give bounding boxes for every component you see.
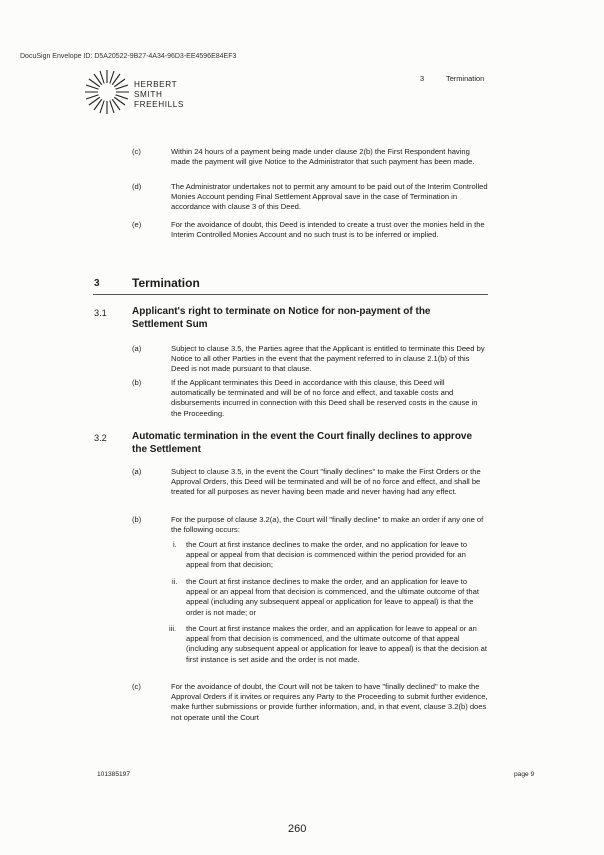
logo-text: HERBERT SMITH FREEHILLS [134, 80, 184, 109]
docusign-envelope-id: DocuSign Envelope ID: D5A20522-9B27-4A34-96D3-EE4596E84EF3 [20, 53, 237, 60]
section-number: 3 [94, 278, 100, 289]
clause-label: (b) [132, 378, 142, 387]
clause-label: (e) [132, 220, 142, 229]
clause-3-1b-text: If the Applicant terminates this Deed in accordance with this clause, this Deed will automatically be terminated and will be of no force and effect, and taxable costs and disbursements incurred in connection with this Deed shall be reserved costs in the cause in the Proceeding. [171, 378, 478, 418]
subsection-title: Automatic termination in the event the Court finally declines to approve the Settlement [132, 431, 473, 455]
clause-3-1a-text: Subject to clause 3.5, the Parties agree that the Applicant is entitled to terminate this Deed by Notice to all other Parties in the event that the payment referred to in clause 2.1(b) of this Deed is not made pursuant to that clause. [171, 344, 485, 374]
clause-label: (d) [132, 182, 142, 191]
subclause-label: i. [173, 540, 177, 549]
running-header-number: 3 [420, 74, 425, 83]
clause-label: (a) [132, 344, 142, 353]
clause-label: (a) [132, 467, 142, 476]
section-title: Termination [132, 276, 200, 290]
clause-label: (c) [132, 682, 141, 691]
clause-2e-text: For the avoidance of doubt, this Deed is intended to create a trust over the monies held in the Interim Controlled Monies Account and no such trust is to be inferred or implied. [171, 220, 485, 240]
subsection-number: 3.1 [94, 308, 107, 318]
clause-label: (c) [132, 147, 141, 156]
subsection-title: Applicant's right to terminate on Notice for non-payment of the Settlement Sum [132, 306, 431, 330]
subsection-number: 3.2 [94, 433, 107, 443]
document-id: 101385197 [97, 771, 131, 778]
section-divider [93, 294, 488, 295]
subclause-ii-text: the Court at first instance declines to make the order, and an application for leave to appeal or an appeal from that decision is commenced, and the ultimate outcome of that appeal (including any subsequent appeal or application for leave to appeal) is that the order is not made; or [186, 577, 479, 617]
subclause-iii-text: the Court at first instance makes the order, and an application for leave to appeal or an appeal from that decision is commenced, and the ultimate outcome of that appeal (including any subsequent appeal or application for leave to appeal) is that the decision at first instance is set aside and the order is not made. [186, 624, 487, 664]
clause-2d-text: The Administrator undertakes not to permit any amount to be paid out of the Interim Controlled Monies Account pending Final Settlement Approval save in the case of Termination in accordance with clause 3 of this Deed. [171, 182, 488, 212]
subclause-label: iii. [169, 624, 177, 633]
herbert-smith-freehills-logo [83, 68, 131, 116]
page-number: 260 [288, 823, 307, 835]
page-label: page 9 [514, 771, 535, 778]
clause-label: (b) [132, 515, 142, 524]
clause-3-2c-text: For the avoidance of doubt, the Court will not be taken to have "finally declined" to make the Approval Orders if it invites or requires any Party to the Proceeding to submit further evidence, make further submissions or provide further information, and, in that event, clause 3.2(b) does not operate until the Court [171, 682, 488, 722]
clause-3-2b-text: For the purpose of clause 3.2(a), the Court will "finally decline" to make an order if any one of the following occurs: [171, 515, 484, 535]
subclause-i-text: the Court at first instance declines to make the order, and no application for leave to appeal or appeal from that decision is commenced within the period provided for an appeal from that decision; [186, 540, 468, 570]
subclause-label: ii. [172, 577, 178, 586]
running-header-title: Termination [446, 74, 485, 83]
clause-2c-text: Within 24 hours of a payment being made under clause 2(b) the First Respondent having made the payment will give Notice to the Administrator that such payment has been made. [171, 147, 475, 167]
clause-3-2a-text: Subject to clause 3.5, in the event the Court "finally declines" to make the First Orders or the Approval Orders, this Deed will be terminated and will be of no force and effect, and shall be treated for all purposes as never having been made and never having had any effect. [171, 467, 481, 497]
